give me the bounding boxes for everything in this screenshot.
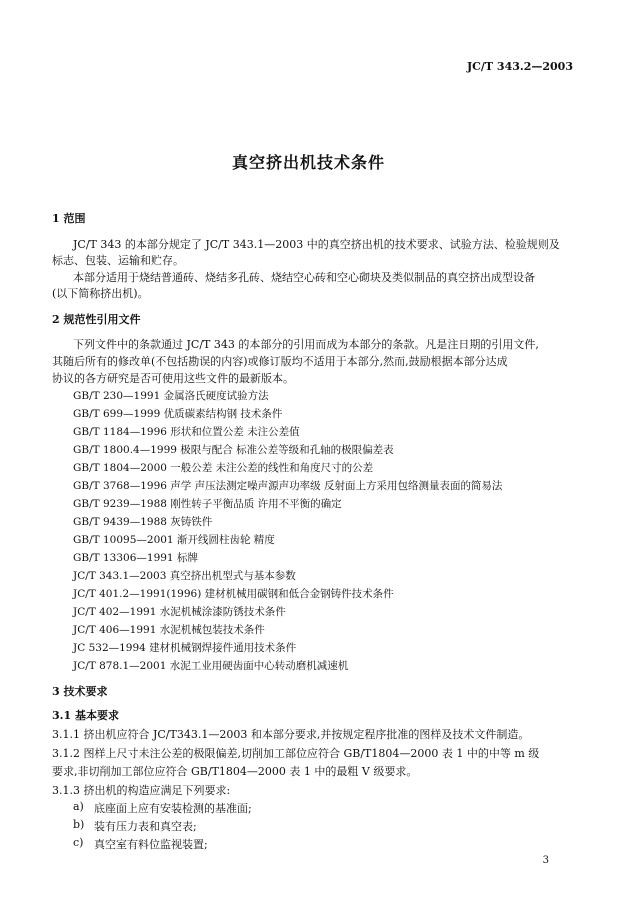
reference-item: JC/T 402—1991 水泥机械涂漆防锈技术条件 (73, 606, 286, 618)
reference-item: GB/T 9439—1988 灰铸铁件 (73, 516, 213, 528)
scope-paragraph-line: 本部分适用于烧结普通砖、烧结多孔砖、烧结空心砖和空心砌块及类似制品的真空挤出成型设备 (73, 271, 535, 284)
reference-item: JC/T 401.2—1991(1996) 建材机械用碳钢和低合金钢铸件技术条件 (73, 588, 394, 600)
references-intro-line: 下列文件中的条款通过 JC/T 343 的本部分的引用而成为本部分的条款。凡是注日期的引用文件, (73, 338, 539, 351)
list-item-text: 底座面上应有安装检测的基准面; (94, 802, 252, 815)
scope-paragraph-line: (以下简称挤出机)。 (52, 287, 149, 300)
section-1-heading: 1 范围 (52, 212, 86, 225)
list-item-text: 真空室有料位监视装置; (94, 838, 208, 851)
reference-item: GB/T 3768—1996 声学 声压法测定噪声源声功率级 反射面上方采用包络测量表面的简易法 (73, 480, 503, 492)
clause-3-1-2-line: 要求,非切削加工部位应符合 GB/T1804—2000 表 1 中的最粗 V 级要求。 (52, 765, 418, 778)
clause-3-1-1: 3.1.1 挤出机应符合 JC/T343.1—2003 和本部分要求,并按规定程序批准的图样及技术文件制造。 (52, 728, 530, 741)
list-item-label: a) (73, 800, 84, 813)
reference-item: GB/T 1804—2000 一般公差 未注公差的线性和角度尺寸的公差 (73, 462, 374, 474)
scope-paragraph-line: JC/T 343 的本部分规定了 JC/T 343.1—2003 中的真空挤出机的技术要求、试验方法、检验规则及 (73, 238, 560, 251)
standard-number-header: JC/T 343.2—2003 (466, 60, 573, 73)
section-3-heading: 3 技术要求 (52, 685, 108, 698)
reference-item: GB/T 230—1991 金属洛氏硬度试验方法 (73, 390, 269, 402)
subsection-3-1-heading: 3.1 基本要求 (52, 709, 119, 722)
reference-item: JC 532—1994 建材机械钢焊接件通用技术条件 (73, 642, 297, 654)
reference-item: GB/T 699—1999 优质碳素结构钢 技术条件 (73, 408, 283, 420)
list-item-label: b) (73, 818, 85, 831)
reference-item: GB/T 1800.4—1999 极限与配合 标准公差等级和孔轴的极限偏差表 (73, 444, 394, 456)
page-number: 3 (542, 855, 549, 866)
document-title: 真空挤出机技术条件 (231, 153, 385, 172)
clause-3-1-2-line: 3.1.2 图样上尺寸未注公差的极限偏差,切削加工部位应符合 GB/T1804—2000 表 1 中的中等 m 级 (52, 747, 540, 760)
list-item-text: 装有压力表和真空表; (94, 820, 197, 833)
reference-item: GB/T 1184—1996 形状和位置公差 未注公差值 (73, 426, 300, 438)
section-2-heading: 2 规范性引用文件 (52, 313, 141, 326)
reference-item: JC/T 878.1—2001 水泥工业用硬齿面中心转动磨机减速机 (73, 660, 349, 672)
reference-item: GB/T 9239—1988 刚性转子平衡品质 许用不平衡的确定 (73, 498, 342, 510)
clause-3-1-3: 3.1.3 挤出机的构造应满足下列要求: (52, 784, 231, 797)
scope-paragraph-line: 标志、包装、运输和贮存。 (52, 254, 184, 267)
reference-item: GB/T 13306—1991 标牌 (73, 552, 198, 564)
list-item-label: c) (73, 836, 84, 849)
references-intro-line: 其随后所有的修改单(不包括勘误的内容)或修订版均不适用于本部分,然而,鼓励根据本部分达成 (52, 355, 508, 368)
reference-item: JC/T 406—1991 水泥机械包装技术条件 (73, 624, 265, 636)
references-intro-line: 协议的各方研究是否可使用这些文件的最新版本。 (52, 372, 294, 385)
reference-item: GB/T 10095—2001 渐开线圆柱齿轮 精度 (73, 534, 275, 546)
reference-item: JC/T 343.1—2003 真空挤出机型式与基本参数 (73, 570, 296, 582)
